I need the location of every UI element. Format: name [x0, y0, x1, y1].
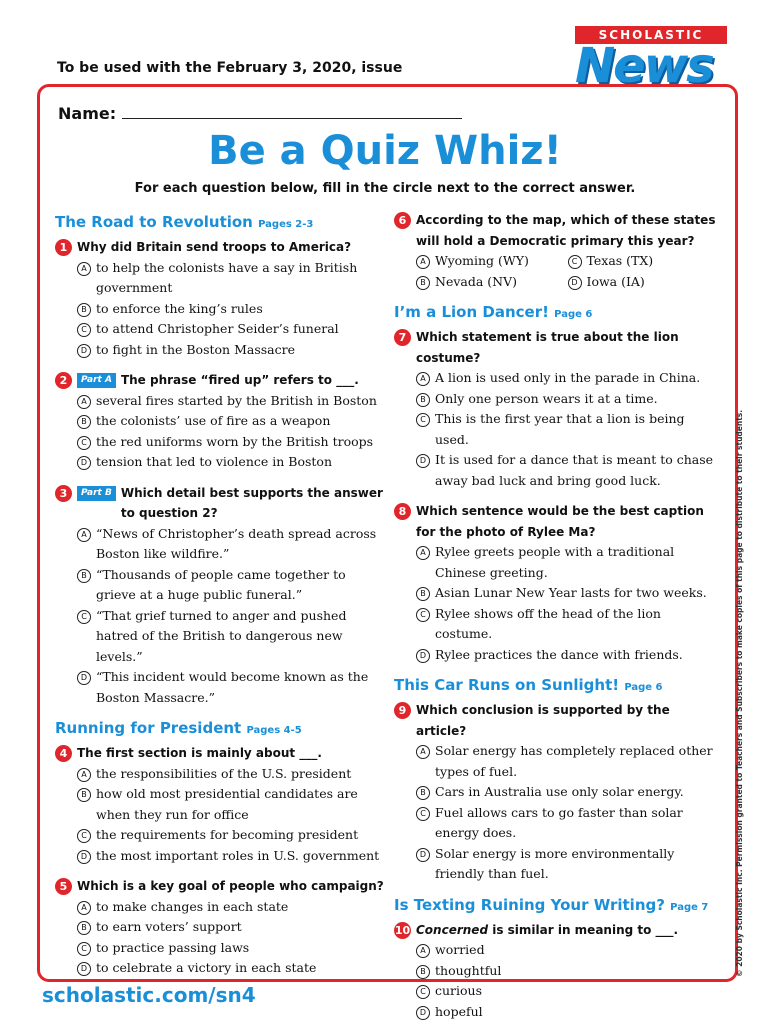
- answer-circle[interactable]: B: [416, 393, 430, 407]
- option-text: to enforce the king’s rules: [96, 300, 263, 316]
- question-text: According to the map, which of these states will hold a Democratic primary this year?: [416, 213, 716, 248]
- option-text: This is the first year that a lion is being used.: [435, 411, 685, 447]
- option-text: tension that led to violence in Boston: [96, 454, 332, 469]
- copyright-note: © 2020 by Scholastic Inc. Permission granted to Teachers and Subscribers to make copies of this page to distribute to their students.: [735, 409, 744, 977]
- option-text: Nevada (NV): [435, 273, 517, 289]
- answer-option[interactable]: [77, 897, 385, 918]
- answer-circle[interactable]: B: [77, 569, 91, 583]
- answer-circle[interactable]: D: [77, 962, 91, 976]
- question-number: 3: [55, 485, 72, 502]
- option-text: to practice passing laws: [96, 939, 250, 955]
- answer-option[interactable]: [416, 803, 719, 844]
- option-text: “This incident would become known as the Boston Massacre.”: [96, 669, 369, 705]
- name-label: Name:: [58, 104, 117, 123]
- answer-option[interactable]: [77, 938, 385, 959]
- question-6: [394, 210, 719, 292]
- section-pages: Pages 2-3: [258, 219, 314, 230]
- option-text: worried: [435, 942, 485, 957]
- answer-circle[interactable]: A: [416, 546, 430, 560]
- question-number: 9: [394, 702, 411, 719]
- part-label: Part B: [77, 486, 116, 501]
- answer-circle[interactable]: C: [77, 942, 91, 956]
- answer-circle[interactable]: C: [568, 255, 582, 269]
- question-text: Which is a key goal of people who campaign?: [77, 879, 384, 893]
- option-text: “News of Christopher’s death spread across Boston like wildfire.”: [96, 525, 377, 561]
- question-text: The first section is mainly about ___.: [77, 746, 322, 760]
- answer-circle[interactable]: C: [416, 807, 430, 821]
- option-text: Asian Lunar New Year lasts for two weeks.: [435, 585, 707, 600]
- answer-option[interactable]: [77, 958, 385, 979]
- answer-option[interactable]: [77, 764, 385, 785]
- question-text: Which statement is true about the lion costume?: [416, 330, 679, 365]
- answer-option[interactable]: [77, 825, 385, 846]
- option-text: Fuel allows cars to go faster than solar energy does.: [435, 804, 683, 840]
- answer-option[interactable]: [416, 409, 719, 450]
- answer-circle[interactable]: B: [416, 786, 430, 800]
- option-text: hopeful: [435, 1003, 483, 1019]
- option-text: to make changes in each state: [96, 898, 289, 914]
- part-label: Part A: [77, 373, 116, 388]
- answer-option[interactable]: [416, 604, 719, 645]
- question-4: [55, 743, 385, 866]
- option-text: Only one person wears it at a time.: [435, 390, 658, 406]
- issue-note: To be used with the February 3, 2020, issue: [57, 60, 403, 76]
- option-text: Texas (TX): [586, 253, 654, 268]
- answer-circle[interactable]: C: [77, 323, 91, 337]
- answer-option[interactable]: [77, 784, 385, 825]
- answer-option[interactable]: [416, 645, 719, 666]
- option-text: Iowa (IA): [586, 273, 645, 289]
- section-heading: [394, 895, 719, 918]
- answer-circle[interactable]: B: [416, 276, 430, 290]
- answer-option[interactable]: [77, 846, 385, 867]
- answer-option[interactable]: [416, 251, 568, 272]
- page-title: Be a Quiz Whiz!: [208, 128, 562, 174]
- name-blank[interactable]: [122, 104, 462, 119]
- option-text: how old most presidential candidates are when they run for office: [96, 786, 358, 822]
- answer-circle[interactable]: C: [416, 985, 430, 999]
- option-text: Wyoming (WY): [435, 253, 529, 268]
- answer-circle[interactable]: D: [416, 454, 430, 468]
- question-number: 2: [55, 372, 72, 389]
- answer-circle[interactable]: D: [416, 649, 430, 663]
- news-logo: News: [575, 38, 713, 94]
- section-heading: [394, 675, 719, 698]
- option-text: to help the colonists have a say in British government: [96, 259, 358, 295]
- option-text: Rylee greets people with a traditional Chinese greeting.: [435, 544, 675, 580]
- left-column: [55, 210, 385, 989]
- section-title: Is Texting Ruining Your Writing?: [394, 895, 665, 914]
- answer-circle[interactable]: B: [416, 587, 430, 601]
- option-text: A lion is used only in the parade in China.: [435, 370, 701, 385]
- answer-option[interactable]: [416, 542, 719, 583]
- answer-circle[interactable]: D: [568, 276, 582, 290]
- answer-circle[interactable]: A: [77, 262, 91, 276]
- answer-option[interactable]: [416, 450, 719, 491]
- option-text: Rylee shows off the head of the lion costume.: [435, 605, 661, 641]
- option-text: “That grief turned to anger and pushed hatred of the British to dangerous new levels.”: [96, 607, 347, 664]
- answer-option[interactable]: [77, 524, 385, 565]
- option-text: to attend Christopher Seider’s funeral: [96, 321, 339, 336]
- answer-circle[interactable]: A: [77, 768, 91, 782]
- answer-circle[interactable]: C: [77, 829, 91, 843]
- answer-circle[interactable]: B: [416, 965, 430, 979]
- question-3: [55, 483, 385, 709]
- answer-option[interactable]: [77, 432, 385, 453]
- answer-option[interactable]: [416, 272, 568, 293]
- section-heading: [55, 212, 385, 235]
- section-title: The Road to Revolution: [55, 213, 253, 231]
- answer-option[interactable]: [77, 391, 385, 412]
- answer-option[interactable]: [568, 272, 720, 293]
- answer-option[interactable]: [77, 411, 385, 432]
- section-heading: [55, 718, 385, 741]
- question-number: 7: [394, 329, 411, 346]
- section-pages: Pages 4-5: [246, 725, 302, 736]
- answer-circle[interactable]: A: [416, 372, 430, 386]
- question-text: Which conclusion is supported by the article?: [416, 703, 670, 738]
- question-2: [55, 370, 385, 473]
- option-text: to fight in the Boston Massacre: [96, 341, 295, 357]
- option-text: thoughtful: [435, 962, 502, 978]
- instructions: For each question below, fill in the circle next to the correct answer.: [134, 181, 636, 196]
- answer-option[interactable]: [416, 782, 719, 803]
- answer-circle[interactable]: D: [77, 671, 91, 685]
- answer-option[interactable]: [77, 917, 385, 938]
- name-field[interactable]: [58, 104, 462, 123]
- option-text: to celebrate a victory in each state: [96, 960, 317, 975]
- question-number: 5: [55, 878, 72, 895]
- answer-option[interactable]: [77, 319, 385, 340]
- answer-circle[interactable]: A: [77, 901, 91, 915]
- option-text: the colonists’ use of fire as a weapon: [96, 413, 331, 428]
- answer-circle[interactable]: D: [416, 1006, 430, 1020]
- question-term: Concerned: [416, 922, 489, 937]
- question-text: Why did Britain send troops to America?: [77, 240, 352, 254]
- option-text: Cars in Australia use only solar energy.: [435, 784, 684, 799]
- answer-option[interactable]: [416, 741, 719, 782]
- option-text: the responsibilities of the U.S. president: [96, 765, 352, 781]
- question-9: [394, 700, 719, 885]
- answer-option[interactable]: [416, 844, 719, 885]
- answer-circle[interactable]: D: [77, 850, 91, 864]
- option-text: Solar energy has completely replaced other types of fuel.: [435, 743, 713, 779]
- answer-option[interactable]: [77, 606, 385, 668]
- answer-circle[interactable]: D: [77, 344, 91, 358]
- option-text: the requirements for becoming president: [96, 827, 359, 842]
- answer-circle[interactable]: A: [416, 745, 430, 759]
- answer-option[interactable]: [568, 251, 720, 272]
- answer-circle[interactable]: C: [416, 413, 430, 427]
- answer-circle[interactable]: A: [77, 528, 91, 542]
- option-text: several fires started by the British in Boston: [96, 392, 377, 408]
- question-5: [55, 876, 385, 979]
- answer-circle[interactable]: C: [416, 608, 430, 622]
- answer-option[interactable]: [416, 981, 719, 1002]
- question-text: Which sentence would be the best caption for the photo of Rylee Ma?: [416, 504, 704, 539]
- answer-option[interactable]: [77, 667, 385, 708]
- answer-circle[interactable]: B: [77, 415, 91, 429]
- answer-option[interactable]: [416, 1002, 719, 1023]
- answer-option[interactable]: [77, 340, 385, 361]
- option-text: the most important roles in U.S. government: [96, 847, 380, 863]
- section-title: This Car Runs on Sunlight!: [394, 676, 620, 694]
- answer-circle[interactable]: D: [416, 848, 430, 862]
- answer-circle[interactable]: B: [77, 788, 91, 802]
- question-number: 10: [394, 923, 411, 937]
- answer-circle[interactable]: C: [77, 610, 91, 624]
- question-text: The phrase “fired up” refers to ___.: [120, 373, 359, 387]
- question-8: [394, 501, 719, 665]
- question-text: Which detail best supports the answer to question 2?: [120, 485, 383, 520]
- question-number: 1: [55, 239, 72, 256]
- answer-option[interactable]: [416, 940, 719, 961]
- section-heading: [394, 302, 719, 325]
- answer-option[interactable]: [77, 299, 385, 320]
- option-text: Rylee practices the dance with friends.: [435, 646, 683, 662]
- section-pages: Page 6: [554, 309, 593, 320]
- option-text: curious: [435, 983, 483, 998]
- option-text: It is used for a dance that is meant to chase away bad luck and bring good luck.: [435, 452, 714, 488]
- answer-option[interactable]: [77, 565, 385, 606]
- question-number: 6: [394, 212, 411, 229]
- question-number: 8: [394, 503, 411, 520]
- answer-circle[interactable]: A: [416, 255, 430, 269]
- answer-circle[interactable]: D: [77, 456, 91, 470]
- answer-option[interactable]: [77, 258, 385, 299]
- scholastic-logo: SCHOLASTIC: [575, 26, 727, 44]
- section-pages: Page 6: [624, 682, 663, 693]
- answer-option[interactable]: [77, 452, 385, 473]
- question-7: [394, 327, 719, 491]
- answer-circle[interactable]: A: [77, 395, 91, 409]
- answer-option[interactable]: [416, 389, 719, 410]
- option-text: “Thousands of people came together to grieve at a huge public funeral.”: [96, 566, 346, 602]
- option-text: Solar energy is more environmentally friendly than fuel.: [435, 845, 675, 881]
- answer-option[interactable]: [416, 961, 719, 982]
- option-text: the red uniforms worn by the British troops: [96, 433, 374, 449]
- section-title: Running for President: [55, 719, 242, 737]
- answer-option[interactable]: [416, 368, 719, 389]
- footer-link[interactable]: scholastic.com/sn4: [42, 983, 256, 1007]
- question-10: [394, 920, 719, 1023]
- question-text: is similar in meaning to ___.: [488, 922, 679, 937]
- answer-circle[interactable]: B: [77, 921, 91, 935]
- answer-option[interactable]: [416, 583, 719, 604]
- right-column: [394, 210, 719, 1032]
- section-title: I’m a Lion Dancer!: [394, 303, 549, 321]
- question-1: [55, 237, 385, 360]
- answer-circle[interactable]: A: [416, 944, 430, 958]
- option-text: to earn voters’ support: [96, 919, 242, 934]
- answer-circle[interactable]: C: [77, 436, 91, 450]
- section-pages: Page 7: [670, 901, 709, 913]
- answer-circle[interactable]: B: [77, 303, 91, 317]
- question-number: 4: [55, 745, 72, 762]
